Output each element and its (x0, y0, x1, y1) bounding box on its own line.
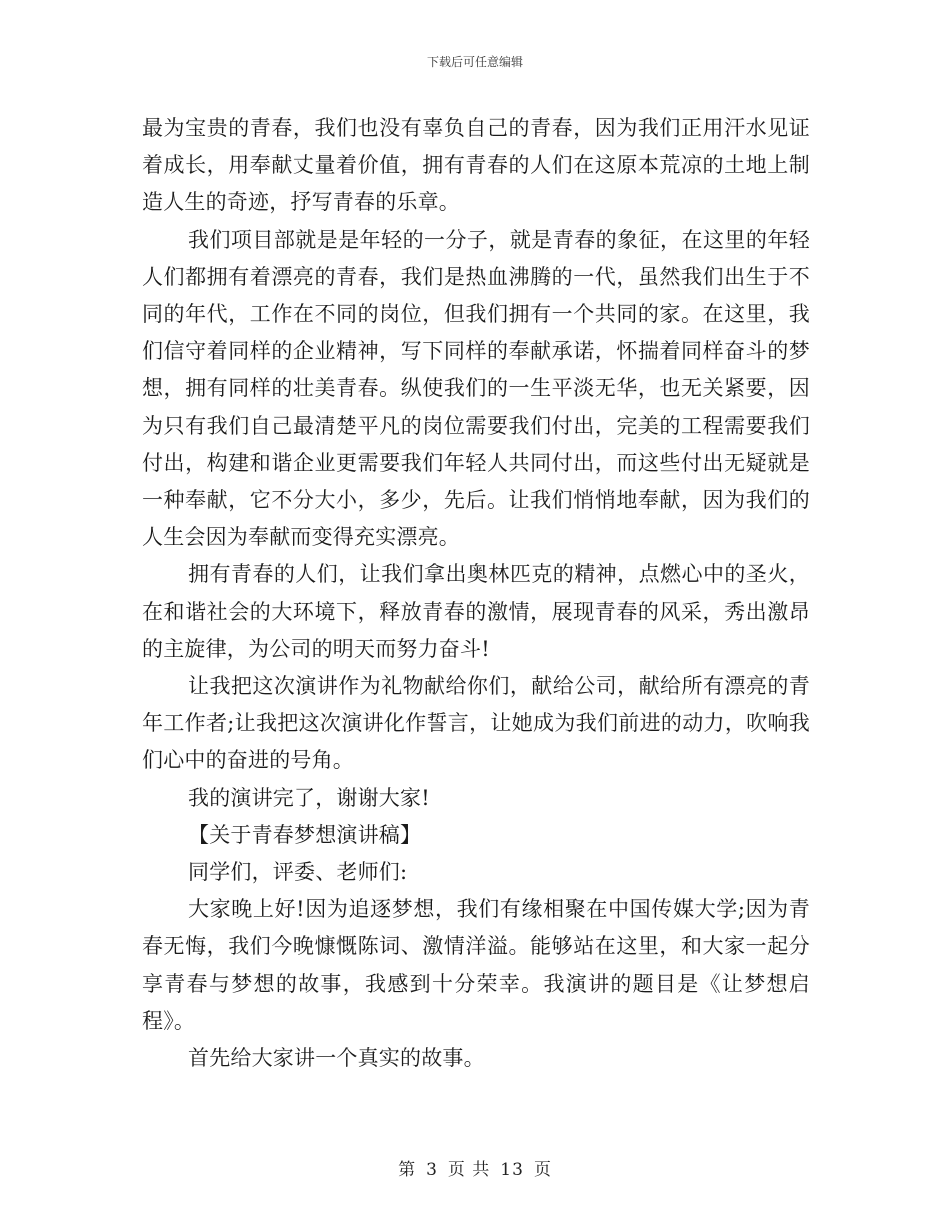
footer-total-pages: 13 (500, 1160, 524, 1180)
footer-suffix: 页 (533, 1160, 552, 1180)
footer-page-number: 3 (426, 1160, 438, 1180)
paragraph-5: 我的演讲完了，谢谢大家! (188, 785, 430, 810)
paragraph-salutation: 同学们，评委、老师们: (188, 860, 408, 885)
document-body (142, 110, 810, 1077)
page-header: 下载后可任意编辑 (426, 55, 523, 69)
paragraph-2: 我们项目部就是是年轻的一分子，就是青春的象征，在这里的年轻人们都拥有着漂亮的青春，我们是热血沸腾的一代，虽然我们出生于不同的年代，工作在不同的岗位，但我们拥有一个共同的家。在这里，我们信守着同样的企业精神，写下同样的奉献承诺，怀揣着同样奋斗的梦想，拥有同样的壮美青春。纵使我们的一生平淡无华，也无关紧要，因为只有我们自己最清楚平凡的岗位需要我们付出，完美的工程需要我们付出，构建和谐企业更需要我们年轻人共同付出，而这些付出无疑就是一种奉献，它不分大小，多少，先后。让我们悄悄地奉献，因为我们的人生会因为奉献而变得充实漂亮。 (142, 227, 810, 550)
footer-prefix: 第 (398, 1160, 417, 1180)
section-heading: 【关于青春梦想演讲稿】 (188, 822, 422, 847)
footer-middle: 页 共 (447, 1160, 491, 1180)
paragraph-1: 最为宝贵的青春，我们也没有辜负自己的青春，因为我们正用汗水见证着成长，用奉献丈量着价值，拥有青春的人们在这原本荒凉的土地上制造人生的奇迹，抒写青春的乐章。 (142, 116, 810, 215)
paragraph-8: 大家晚上好!因为追逐梦想，我们有缘相聚在中国传媒大学;因为青春无悔，我们今晚慷慨陈词、激情洋溢。能够站在这里，和大家一起分享青春与梦想的故事，我感到十分荣幸。我演讲的题目是《让梦想启程》。 (142, 897, 810, 1033)
paragraph-3: 拥有青春的人们，让我们拿出奥林匹克的精神，点燃心中的圣火，在和谐社会的大环境下，释放青春的激情，展现青春的风采，秀出激昂的主旋律，为公司的明天而努力奋斗! (142, 562, 810, 661)
paragraph-4: 让我把这次演讲作为礼物献给你们，献给公司，献给所有漂亮的青年工作者;让我把这次演讲化作誓言，让她成为我们前进的动力，吹响我们心中的奋进的号角。 (142, 674, 810, 773)
paragraph-9: 首先给大家讲一个真实的故事。 (188, 1046, 485, 1071)
page-footer (0, 1155, 950, 1180)
